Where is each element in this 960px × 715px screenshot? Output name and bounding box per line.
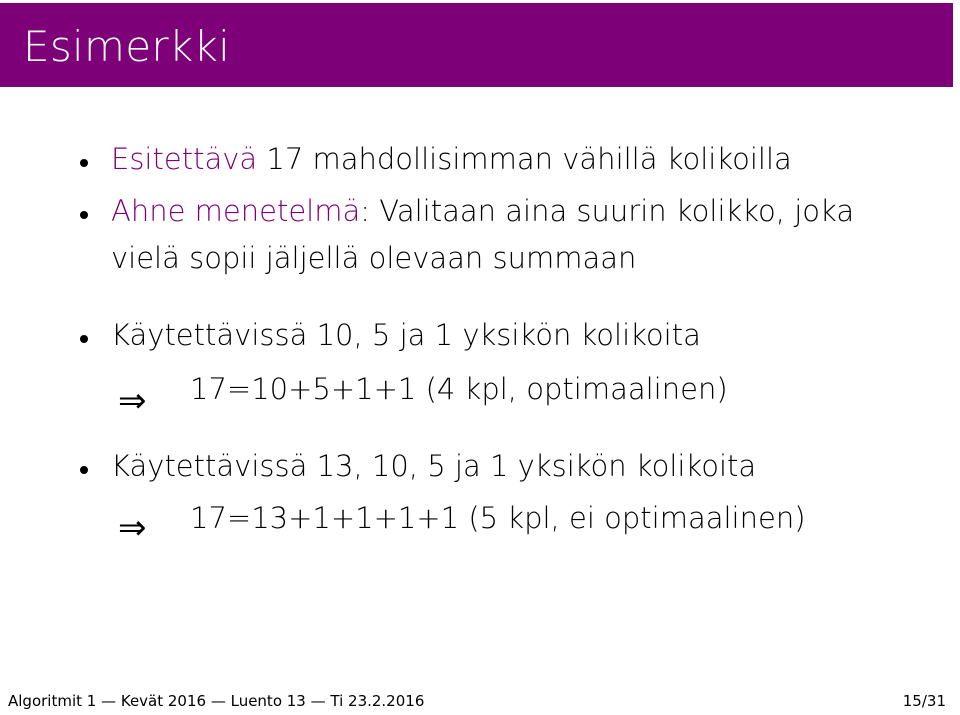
item-2-line-2: vielä sopii jäljellä olevaan summaan xyxy=(111,241,637,275)
item-3-text: Käytettävissä 10, 5 ja 1 yksikön kolikoita xyxy=(111,318,701,352)
item-2-text: : Valitaan aina suurin kolikko, joka xyxy=(360,194,855,228)
item-4-result: 17=13+1+1+1+1 (5 kpl, ei optimaalinen) xyxy=(190,501,806,535)
footer-page-number: 15/31 xyxy=(902,692,946,710)
bullet-icon xyxy=(80,335,88,343)
item-2-lead: Ahne menetelmä xyxy=(111,194,361,228)
implies-arrow-icon: ⇒ xyxy=(118,381,147,421)
item-3-result: 17=10+5+1+1 (4 kpl, optimaalinen) xyxy=(190,372,728,406)
item-1 xyxy=(111,142,792,176)
bullet-icon xyxy=(80,211,88,219)
item-2 xyxy=(111,194,854,228)
item-4-text: Käytettävissä 13, 10, 5 ja 1 yksikön kolikoita xyxy=(111,449,757,483)
item-1-lead: Esitettävä xyxy=(111,142,258,176)
bullet-icon xyxy=(80,159,88,167)
implies-arrow-icon: ⇒ xyxy=(118,508,147,548)
item-1-text: 17 mahdollisimman vähillä kolikoilla xyxy=(257,142,792,176)
footer-course-info: Algoritmit 1 — Kevät 2016 — Luento 13 — Ti 23.2.2016 xyxy=(8,692,425,710)
bullet-icon xyxy=(80,466,88,474)
slide-title: Esimerkki xyxy=(23,22,231,71)
